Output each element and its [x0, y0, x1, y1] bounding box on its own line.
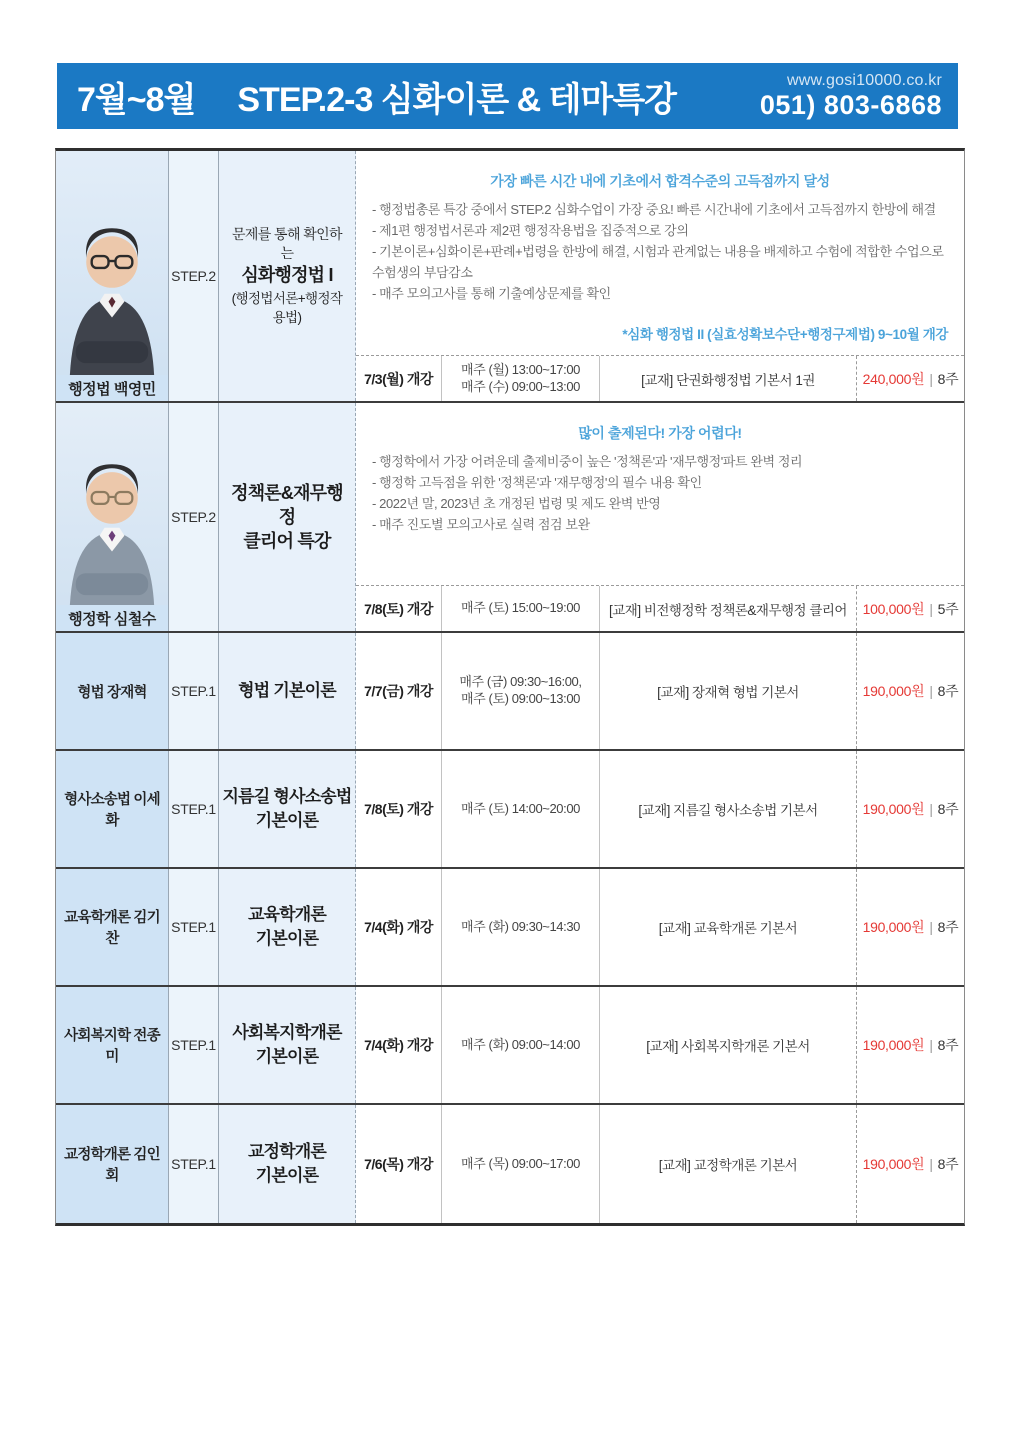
class-time: [442, 869, 600, 985]
price-separator: |: [929, 919, 933, 935]
header-title: STEP.2-3 심화이론 & 테마특강: [237, 80, 677, 119]
class-time-line: 매주 (수) 09:00~13:00: [460, 378, 580, 394]
course-title-cell: [219, 403, 356, 631]
course-detail-cell: [356, 403, 964, 631]
price: 190,000원: [862, 801, 925, 817]
course-title-cell: [219, 633, 356, 749]
course-subtitle: 문제를 통해 확인하는: [232, 226, 342, 262]
schedule-strip: [356, 585, 964, 631]
price: 190,000원: [862, 919, 925, 935]
instructor-name: 행정법 백영민: [68, 380, 156, 398]
table-row: [56, 869, 964, 987]
course-title: 교정학개론: [247, 1142, 327, 1162]
textbook: [교재] 장재혁 형법 기본서: [600, 633, 857, 749]
course-title-2: 기본이론: [255, 929, 319, 948]
class-time-line: 매주 (토) 14:00~20:00: [460, 800, 580, 816]
course-description: [356, 403, 964, 585]
class-time-line: 매주 (화) 09:00~14:00: [460, 1036, 580, 1052]
table-row-haengjeonghak: [56, 403, 964, 633]
instructor-name: 사회복지학 전종미: [56, 987, 169, 1103]
price-separator: |: [929, 600, 933, 617]
course-bullet: - 행정법총론 특강 중에서 STEP.2 심화수업이 가장 중요! 빠른 시간내에 기초에서 고득점까지 한방에 해결: [372, 202, 936, 217]
course-note: *심화 행정법 II (실효성확보수단+행정구제법) 9~10월 개강: [622, 327, 948, 342]
price-cell: [857, 987, 964, 1103]
class-time: [442, 1105, 600, 1223]
instructor-photo-cell: [56, 151, 169, 401]
start-date: 7/6(목) 개강: [356, 1105, 442, 1223]
header-contact: [760, 72, 942, 120]
course-bullet: - 제1편 행정법서론과 제2편 행정작용법을 집중적으로 강의: [372, 223, 689, 239]
class-time: [442, 987, 600, 1103]
textbook: [교재] 지름길 형사소송법 기본서: [600, 751, 857, 867]
step-badge: STEP.2: [169, 403, 219, 631]
instructor-name: 형사소송법 이세화: [56, 751, 169, 867]
course-title-cell: [219, 751, 356, 867]
course-title: 지름길 형사소송법: [222, 787, 352, 807]
course-title: 사회복지학개론: [232, 1023, 342, 1043]
price-cell: [857, 869, 964, 985]
step-badge: STEP.1: [169, 633, 219, 749]
price-separator: |: [929, 801, 933, 817]
header-website: www.gosi10000.co.kr: [787, 71, 942, 89]
instructor-portrait-icon: [56, 403, 168, 605]
course-bullet: - 행정학 고득점을 위한 '정책론'과 '재무행정'의 필수 내용 확인: [372, 475, 702, 491]
course-title: 교육학개론: [247, 905, 327, 925]
course-headline: 가장 빠른 시간 내에 기초에서 합격수준의 고득점까지 달성: [490, 173, 830, 189]
course-title-2: 기본이론: [255, 1047, 319, 1066]
price-cell: [857, 1105, 964, 1223]
duration: 5주: [937, 600, 959, 617]
price: 190,000원: [862, 1037, 925, 1053]
header-period: 7월~8월: [77, 80, 196, 119]
course-bullet: - 2022년 말, 2023년 초 개정된 법령 및 제도 완벽 반영: [372, 496, 661, 512]
schedule-strip: [356, 355, 964, 401]
course-title-cell: [219, 869, 356, 985]
course-title-2: 기본이론: [255, 1166, 319, 1185]
course-title: 심화행정법 I: [241, 265, 333, 286]
class-time-line: 매주 (토) 09:00~13:00: [460, 691, 580, 706]
textbook: [교재] 교육학개론 기본서: [600, 869, 857, 985]
table-row: [56, 1105, 964, 1223]
price-cell: [857, 586, 964, 631]
course-title-2: 기본이론: [255, 811, 319, 830]
table-row: [56, 751, 964, 869]
duration: 8주: [937, 801, 959, 817]
price-separator: |: [929, 370, 933, 387]
start-date: 7/3(월) 개강: [356, 356, 442, 401]
class-time: [442, 633, 600, 749]
textbook: [교재] 교정학개론 기본서: [600, 1105, 857, 1223]
start-date: 7/8(토) 개강: [356, 586, 442, 631]
class-time-line: 매주 (월) 13:00~17:00: [460, 361, 580, 377]
start-date: 7/4(화) 개강: [356, 987, 442, 1103]
class-time: [442, 586, 600, 631]
course-title-cell: [219, 987, 356, 1103]
course-schedule-table: [55, 148, 965, 1226]
course-title-cell: [219, 151, 356, 401]
class-time-line: 매주 (목) 09:00~17:00: [460, 1155, 580, 1171]
step-badge: STEP.1: [169, 987, 219, 1103]
step-badge: STEP.1: [169, 1105, 219, 1223]
instructor-photo: [56, 403, 168, 605]
class-time-line: 매주 (토) 15:00~19:00: [460, 600, 580, 616]
instructor-name: 교육학개론 김기찬: [56, 869, 169, 985]
course-title: 형법 기본이론: [238, 681, 336, 701]
table-row: [56, 633, 964, 751]
step-badge: STEP.1: [169, 869, 219, 985]
price: 190,000원: [862, 1156, 925, 1172]
start-date: 7/8(토) 개강: [356, 751, 442, 867]
header-left: [77, 72, 676, 121]
class-time-line: 매주 (화) 09:30~14:30: [460, 918, 580, 934]
price: 100,000원: [862, 600, 925, 617]
course-detail-cell: [356, 151, 964, 401]
textbook: [교재] 비전행정학 정책론&재무행정 클리어: [600, 586, 857, 631]
header-banner: [57, 63, 958, 129]
price: 190,000원: [862, 683, 925, 699]
class-time-line: 매주 (금) 09:30~16:00,: [459, 674, 582, 690]
course-bullet: - 행정학에서 가장 어려운데 출제비중이 높은 '정책론'과 '재무행정'파트 완벽 정리: [372, 454, 803, 469]
class-time: [442, 751, 600, 867]
class-time: [442, 356, 600, 401]
table-row: [56, 987, 964, 1105]
instructor-photo-cell: [56, 403, 169, 631]
start-date: 7/7(금) 개강: [356, 633, 442, 749]
course-title-2: 클리어 특강: [243, 531, 331, 552]
course-scope: (행정법서론+행정작용법): [231, 291, 343, 325]
course-bullet: - 기본이론+심화이론+판례+법령을 한방에 해결, 시험과 관계없는 내용을 배제하고 수험에 적합한 수업으로 수험생의 부담감소: [372, 244, 944, 281]
duration: 8주: [937, 919, 959, 935]
price-separator: |: [929, 683, 933, 699]
instructor-name: 행정학 심철수: [68, 610, 156, 628]
course-title: 정책론&재무행정: [231, 482, 343, 527]
duration: 8주: [937, 683, 959, 699]
course-headline: 많이 출제된다! 가장 어렵다!: [578, 425, 742, 441]
price-separator: |: [929, 1037, 933, 1053]
step-badge: STEP.2: [169, 151, 219, 401]
price-cell: [857, 751, 964, 867]
instructor-portrait-icon: [56, 151, 168, 375]
textbook: [교재] 단권화행정법 기본서 1권: [600, 356, 857, 401]
price: 240,000원: [862, 370, 925, 387]
duration: 8주: [937, 370, 959, 387]
duration: 8주: [937, 1037, 959, 1053]
price-cell: [857, 356, 964, 401]
start-date: 7/4(화) 개강: [356, 869, 442, 985]
course-description: [356, 151, 964, 355]
table-row-haengjeongbeop: [56, 151, 964, 403]
price-cell: [857, 633, 964, 749]
step-badge: STEP.1: [169, 751, 219, 867]
textbook: [교재] 사회복지학개론 기본서: [600, 987, 857, 1103]
duration: 8주: [937, 1156, 959, 1172]
course-bullet: - 매주 진도별 모의고사로 실력 점검 보완: [372, 517, 590, 533]
instructor-name: 형법 장재혁: [56, 633, 169, 749]
instructor-name: 교정학개론 김인회: [56, 1105, 169, 1223]
course-bullet: - 매주 모의고사를 통해 기출예상문제를 확인: [372, 286, 611, 302]
price-separator: |: [929, 1156, 933, 1172]
course-title-cell: [219, 1105, 356, 1223]
instructor-photo: [56, 151, 168, 375]
header-phone: 051) 803-6868: [759, 89, 942, 120]
